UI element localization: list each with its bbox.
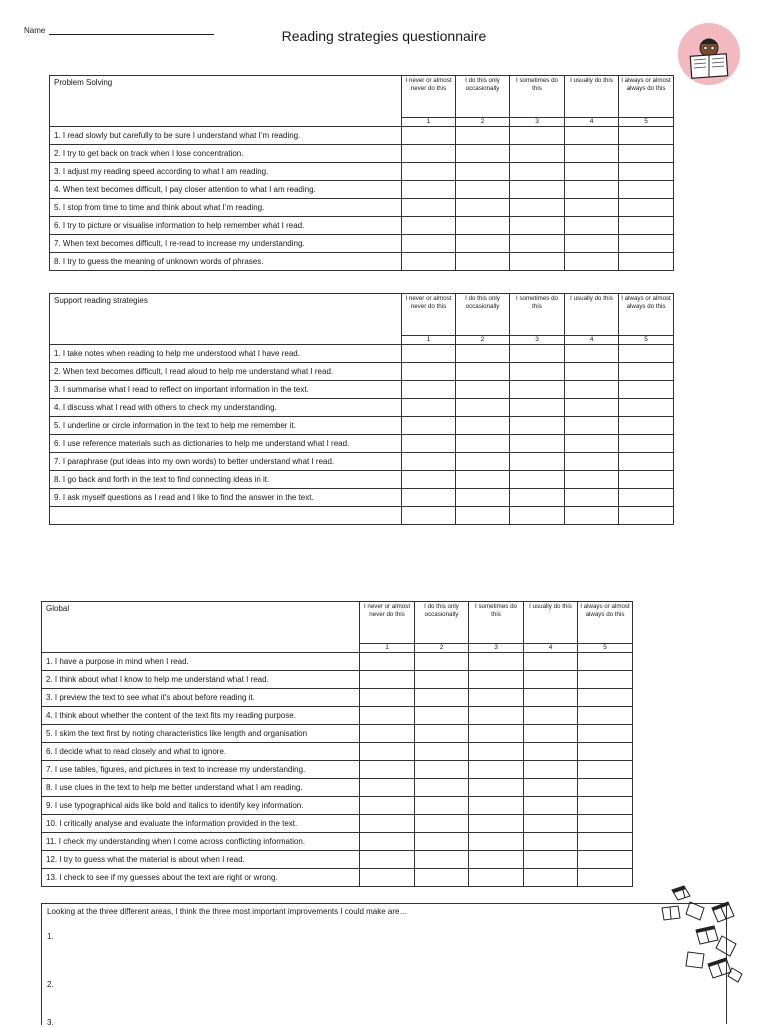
statement: 6. I use reference materials such as dictionaries to help me understand what I read. <box>50 435 402 453</box>
rating-cell[interactable] <box>469 653 524 671</box>
rating-cell[interactable] <box>469 815 524 833</box>
statement: 6. I try to picture or visualise information to help remember what I read. <box>50 217 402 235</box>
statement <box>50 507 402 525</box>
rating-cell[interactable] <box>619 417 674 435</box>
rating-cell[interactable] <box>578 815 633 833</box>
table-row <box>42 743 633 761</box>
statement: 1. I have a purpose in mind when I read. <box>42 653 360 671</box>
rating-cell[interactable] <box>402 217 456 235</box>
rating-cell[interactable] <box>360 761 415 779</box>
statement: 2. I try to get back on track when I lose concentration. <box>50 145 402 163</box>
improvement-item-3[interactable]: 3. <box>47 1018 54 1027</box>
rating-cell[interactable] <box>578 725 633 743</box>
rating-cell[interactable] <box>469 869 524 887</box>
table-row <box>42 833 633 851</box>
rating-cell[interactable] <box>510 399 565 417</box>
table-row <box>50 489 674 507</box>
scale-label: I usually do this <box>565 76 619 118</box>
rating-cell[interactable] <box>415 671 469 689</box>
rating-cell[interactable] <box>469 725 524 743</box>
rating-cell[interactable] <box>415 689 469 707</box>
rating-cell[interactable] <box>578 761 633 779</box>
scale-label: I usually do this <box>524 602 578 644</box>
rating-cell[interactable] <box>565 507 619 525</box>
rating-cell[interactable] <box>360 707 415 725</box>
rating-cell[interactable] <box>456 435 510 453</box>
scale-label: I never or almost never do this <box>360 602 415 644</box>
rating-cell[interactable] <box>456 199 510 217</box>
rating-cell[interactable] <box>524 797 578 815</box>
rating-cell[interactable] <box>619 145 674 163</box>
rating-cell[interactable] <box>415 797 469 815</box>
rating-cell[interactable] <box>402 145 456 163</box>
table-row <box>50 507 674 525</box>
statement: 3. I preview the text to see what it’s about before reading it. <box>42 689 360 707</box>
rating-cell[interactable] <box>619 235 674 253</box>
section-title: Support reading strategies <box>50 294 402 345</box>
rating-cell[interactable] <box>456 507 510 525</box>
rating-cell[interactable] <box>565 363 619 381</box>
rating-cell[interactable] <box>402 381 456 399</box>
rating-cell[interactable] <box>510 453 565 471</box>
rating-cell[interactable] <box>619 217 674 235</box>
reading-child-icon <box>677 22 741 86</box>
table-row <box>50 253 674 271</box>
rating-cell[interactable] <box>402 363 456 381</box>
rating-cell[interactable] <box>510 253 565 271</box>
table-row <box>50 363 674 381</box>
rating-cell[interactable] <box>402 199 456 217</box>
rating-cell[interactable] <box>469 833 524 851</box>
rating-cell[interactable] <box>415 725 469 743</box>
rating-cell[interactable] <box>360 815 415 833</box>
statement: 1. I take notes when reading to help me understood what I have read. <box>50 345 402 363</box>
improvements-box <box>41 903 729 1025</box>
rating-cell[interactable] <box>524 707 578 725</box>
rating-cell[interactable] <box>619 399 674 417</box>
rating-cell[interactable] <box>619 507 674 525</box>
rating-cell[interactable] <box>415 833 469 851</box>
scale-label: I do this only occasionally <box>456 76 510 118</box>
rating-cell[interactable] <box>402 253 456 271</box>
rating-cell[interactable] <box>360 779 415 797</box>
statement: 5. I underline or circle information in the text to help me remember it. <box>50 417 402 435</box>
rating-cell[interactable] <box>510 381 565 399</box>
flying-books-icon <box>652 878 752 988</box>
rating-cell[interactable] <box>360 671 415 689</box>
table-row <box>42 689 633 707</box>
scale-number: 1 <box>402 118 456 127</box>
rating-cell[interactable] <box>469 671 524 689</box>
rating-cell[interactable] <box>415 869 469 887</box>
table-row <box>50 471 674 489</box>
table-row <box>42 815 633 833</box>
rating-cell[interactable] <box>565 489 619 507</box>
rating-cell[interactable] <box>415 743 469 761</box>
rating-cell[interactable] <box>619 435 674 453</box>
statement: 4. I discuss what I read with others to check my understanding. <box>50 399 402 417</box>
table-row <box>42 797 633 815</box>
rating-cell[interactable] <box>578 833 633 851</box>
statement: 3. I adjust my reading speed according to what I am reading. <box>50 163 402 181</box>
rating-cell[interactable] <box>360 833 415 851</box>
table-row <box>42 761 633 779</box>
rating-cell[interactable] <box>360 689 415 707</box>
rating-cell[interactable] <box>619 345 674 363</box>
statement: 1. I read slowly but carefully to be sure I understand what I’m reading. <box>50 127 402 145</box>
statement: 10. I critically analyse and evaluate the information provided in the text. <box>42 815 360 833</box>
rating-cell[interactable] <box>456 471 510 489</box>
rating-cell[interactable] <box>565 145 619 163</box>
scale-label: I always or almost always do this <box>578 602 633 644</box>
scale-label: I never or almost never do this <box>402 294 456 336</box>
improvement-item-1[interactable]: 1. <box>47 932 54 941</box>
rating-cell[interactable] <box>402 507 456 525</box>
rating-cell[interactable] <box>524 815 578 833</box>
table-row <box>50 345 674 363</box>
rating-cell[interactable] <box>565 345 619 363</box>
statement: 7. I use tables, figures, and pictures in text to increase my understanding. <box>42 761 360 779</box>
rating-cell[interactable] <box>565 453 619 471</box>
table-row <box>42 779 633 797</box>
table-row <box>42 653 633 671</box>
rating-cell[interactable] <box>510 163 565 181</box>
section-title: Global <box>42 602 360 653</box>
scale-label: I do this only occasionally <box>456 294 510 336</box>
rating-cell[interactable] <box>524 653 578 671</box>
page-title: Reading strategies questionnaire <box>281 28 487 44</box>
rating-cell[interactable] <box>456 453 510 471</box>
rating-cell[interactable] <box>415 761 469 779</box>
statement: 3. I summarise what I read to reflect on important information in the text. <box>50 381 402 399</box>
scale-number: 2 <box>456 336 510 345</box>
rating-cell[interactable] <box>578 707 633 725</box>
rating-cell[interactable] <box>456 181 510 199</box>
table-row <box>50 163 674 181</box>
rating-cell[interactable] <box>510 199 565 217</box>
scale-label: I usually do this <box>565 294 619 336</box>
rating-cell[interactable] <box>578 869 633 887</box>
global-table <box>41 601 633 887</box>
rating-cell[interactable] <box>524 833 578 851</box>
statement: 13. I check to see if my guesses about the text are right or wrong. <box>42 869 360 887</box>
rating-cell[interactable] <box>360 743 415 761</box>
table-row <box>50 417 674 435</box>
statement: 7. When text becomes difficult, I re-read to increase my understanding. <box>50 235 402 253</box>
table-row <box>50 399 674 417</box>
rating-cell[interactable] <box>402 435 456 453</box>
rating-cell[interactable] <box>510 217 565 235</box>
statement: 8. I go back and forth in the text to find connecting ideas in it. <box>50 471 402 489</box>
rating-cell[interactable] <box>402 471 456 489</box>
rating-cell[interactable] <box>469 779 524 797</box>
table-row <box>50 381 674 399</box>
rating-cell[interactable] <box>469 797 524 815</box>
rating-cell[interactable] <box>524 671 578 689</box>
rating-cell[interactable] <box>565 163 619 181</box>
table-row <box>50 217 674 235</box>
rating-cell[interactable] <box>402 417 456 435</box>
table-row <box>50 181 674 199</box>
rating-cell[interactable] <box>402 345 456 363</box>
statement: 5. I skim the text first by noting characteristics like length and organisation <box>42 725 360 743</box>
rating-cell[interactable] <box>565 417 619 435</box>
rating-cell[interactable] <box>415 707 469 725</box>
rating-cell[interactable] <box>415 851 469 869</box>
statement: 9. I use typographical aids like bold and italics to identify key information. <box>42 797 360 815</box>
rating-cell[interactable] <box>402 399 456 417</box>
statement: 8. I try to guess the meaning of unknown words of phrases. <box>50 253 402 271</box>
rating-cell[interactable] <box>402 489 456 507</box>
rating-cell[interactable] <box>565 235 619 253</box>
rating-cell[interactable] <box>456 127 510 145</box>
rating-cell[interactable] <box>619 127 674 145</box>
statement: 2. I think about what I know to help me understand what I read. <box>42 671 360 689</box>
table-row <box>50 127 674 145</box>
rating-cell[interactable] <box>402 181 456 199</box>
rating-cell[interactable] <box>578 797 633 815</box>
statement: 7. I paraphrase (put ideas into my own words) to better understand what I read. <box>50 453 402 471</box>
rating-cell[interactable] <box>565 199 619 217</box>
rating-cell[interactable] <box>510 345 565 363</box>
rating-cell[interactable] <box>456 163 510 181</box>
rating-cell[interactable] <box>565 471 619 489</box>
scale-number: 1 <box>360 644 415 653</box>
rating-cell[interactable] <box>469 743 524 761</box>
rating-cell[interactable] <box>510 235 565 253</box>
rating-cell[interactable] <box>619 453 674 471</box>
rating-cell[interactable] <box>524 743 578 761</box>
scale-label: I always or almost always do this <box>619 294 674 336</box>
rating-cell[interactable] <box>524 869 578 887</box>
rating-cell[interactable] <box>360 725 415 743</box>
rating-cell[interactable] <box>456 363 510 381</box>
rating-cell[interactable] <box>524 779 578 797</box>
rating-cell[interactable] <box>619 181 674 199</box>
rating-cell[interactable] <box>578 671 633 689</box>
rating-cell[interactable] <box>456 217 510 235</box>
table-row <box>42 869 633 887</box>
rating-cell[interactable] <box>510 181 565 199</box>
rating-cell[interactable] <box>402 127 456 145</box>
rating-cell[interactable] <box>578 653 633 671</box>
rating-cell[interactable] <box>565 217 619 235</box>
rating-cell[interactable] <box>456 235 510 253</box>
scale-number: 3 <box>510 118 565 127</box>
statement: 8. I use clues in the text to help me better understand what I am reading. <box>42 779 360 797</box>
scale-label: I sometimes do this <box>510 294 565 336</box>
statement: 12. I try to guess what the material is about when I read. <box>42 851 360 869</box>
scale-label: I sometimes do this <box>510 76 565 118</box>
rating-cell[interactable] <box>469 707 524 725</box>
statement: 11. I check my understanding when I come across conflicting information. <box>42 833 360 851</box>
rating-cell[interactable] <box>415 653 469 671</box>
rating-cell[interactable] <box>456 417 510 435</box>
table-row <box>50 235 674 253</box>
rating-cell[interactable] <box>402 163 456 181</box>
scale-number: 2 <box>415 644 469 653</box>
improvements-prompt: Looking at the three different areas, I think the three most important improvements I could make are… <box>47 907 408 916</box>
scale-label: I always or almost always do this <box>619 76 674 118</box>
scale-label: I never or almost never do this <box>402 76 456 118</box>
support-strategies-table <box>49 293 674 525</box>
rating-cell[interactable] <box>524 725 578 743</box>
rating-cell[interactable] <box>469 851 524 869</box>
rating-cell[interactable] <box>619 253 674 271</box>
statement: 4. I think about whether the content of the text fits my reading purpose. <box>42 707 360 725</box>
rating-cell[interactable] <box>456 399 510 417</box>
rating-cell[interactable] <box>456 145 510 163</box>
scale-number: 3 <box>469 644 524 653</box>
scale-number: 4 <box>565 336 619 345</box>
table-row <box>42 725 633 743</box>
rating-cell[interactable] <box>402 235 456 253</box>
rating-cell[interactable] <box>510 507 565 525</box>
rating-cell[interactable] <box>619 363 674 381</box>
scale-label: I sometimes do this <box>469 602 524 644</box>
table-row <box>50 145 674 163</box>
rating-cell[interactable] <box>578 779 633 797</box>
table-row <box>50 453 674 471</box>
scale-number: 4 <box>565 118 619 127</box>
table-row <box>42 671 633 689</box>
rating-cell[interactable] <box>510 145 565 163</box>
name-label: Name <box>24 26 46 35</box>
rating-cell[interactable] <box>510 127 565 145</box>
rating-cell[interactable] <box>510 363 565 381</box>
statement: 9. I ask myself questions as I read and I like to find the answer in the text. <box>50 489 402 507</box>
rating-cell[interactable] <box>510 489 565 507</box>
rating-cell[interactable] <box>619 163 674 181</box>
rating-cell[interactable] <box>524 761 578 779</box>
rating-cell[interactable] <box>402 453 456 471</box>
rating-cell[interactable] <box>619 381 674 399</box>
problem-solving-table <box>49 75 674 271</box>
statement: 6. I decide what to read closely and what to ignore. <box>42 743 360 761</box>
table-row <box>50 199 674 217</box>
rating-cell[interactable] <box>360 653 415 671</box>
statement: 2. When text becomes difficult, I read aloud to help me understand what I read. <box>50 363 402 381</box>
rating-cell[interactable] <box>619 489 674 507</box>
rating-cell[interactable] <box>565 381 619 399</box>
rating-cell[interactable] <box>510 471 565 489</box>
rating-cell[interactable] <box>565 127 619 145</box>
scale-number: 1 <box>402 336 456 345</box>
section-title: Problem Solving <box>50 76 402 127</box>
improvement-item-2[interactable]: 2. <box>47 980 54 989</box>
rating-cell[interactable] <box>456 345 510 363</box>
rating-cell[interactable] <box>360 869 415 887</box>
rating-cell[interactable] <box>456 381 510 399</box>
table-row <box>42 707 633 725</box>
scale-number: 5 <box>619 118 674 127</box>
rating-cell[interactable] <box>415 815 469 833</box>
scale-number: 3 <box>510 336 565 345</box>
rating-cell[interactable] <box>619 199 674 217</box>
statement: 4. When text becomes difficult, I pay closer attention to what I am reading. <box>50 181 402 199</box>
scale-label: I do this only occasionally <box>415 602 469 644</box>
rating-cell[interactable] <box>469 689 524 707</box>
scale-number: 2 <box>456 118 510 127</box>
scale-number: 5 <box>578 644 633 653</box>
table-row <box>42 851 633 869</box>
rating-cell[interactable] <box>578 851 633 869</box>
rating-cell[interactable] <box>565 253 619 271</box>
rating-cell[interactable] <box>578 689 633 707</box>
rating-cell[interactable] <box>565 399 619 417</box>
rating-cell[interactable] <box>578 743 633 761</box>
rating-cell[interactable] <box>619 471 674 489</box>
rating-cell[interactable] <box>415 779 469 797</box>
rating-cell[interactable] <box>524 851 578 869</box>
rating-cell[interactable] <box>510 417 565 435</box>
table-row <box>50 435 674 453</box>
rating-cell[interactable] <box>565 435 619 453</box>
scale-number: 4 <box>524 644 578 653</box>
scale-number: 5 <box>619 336 674 345</box>
rating-cell[interactable] <box>456 489 510 507</box>
rating-cell[interactable] <box>510 435 565 453</box>
rating-cell[interactable] <box>360 797 415 815</box>
rating-cell[interactable] <box>565 181 619 199</box>
statement: 5. I stop from time to time and think about what I’m reading. <box>50 199 402 217</box>
rating-cell[interactable] <box>360 851 415 869</box>
rating-cell[interactable] <box>524 689 578 707</box>
rating-cell[interactable] <box>469 761 524 779</box>
rating-cell[interactable] <box>456 253 510 271</box>
